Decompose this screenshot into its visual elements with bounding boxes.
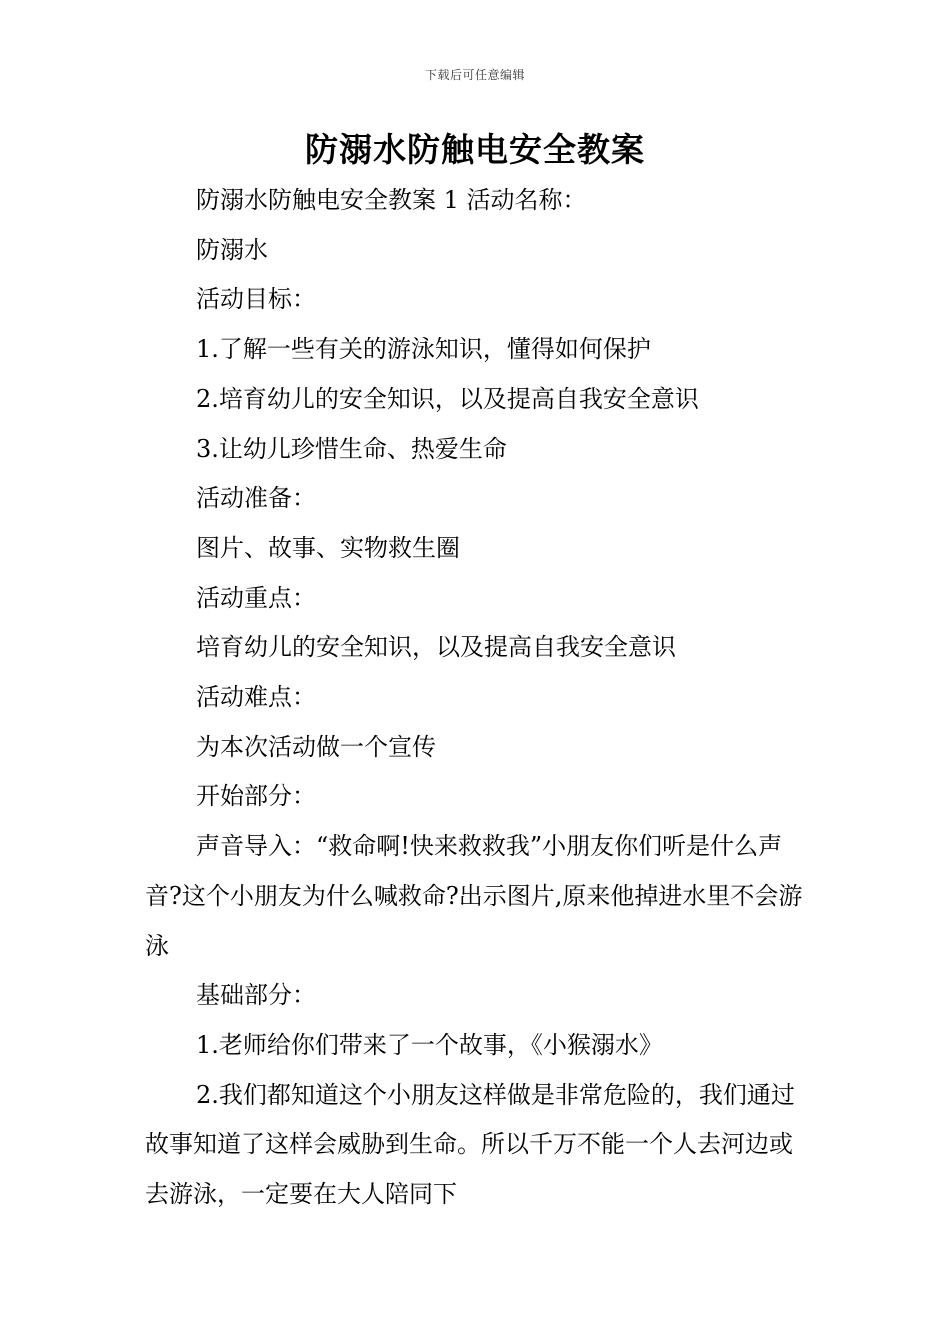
paragraph: 活动准备： bbox=[196, 484, 316, 513]
paragraph: 声音导入：“救命啊!快来救救我”小朋友你们听是什么声音?这个小朋友为什么喊救命?出示图片,原来他掉进水里不会游泳 bbox=[145, 832, 803, 960]
paragraph: 活动难点： bbox=[196, 683, 316, 712]
header-note: 下载后可任意编辑 bbox=[424, 68, 525, 82]
paragraph: 防溺水防触电安全教案 1 活动名称： bbox=[196, 186, 587, 214]
paragraph: 活动目标： bbox=[196, 285, 316, 314]
paragraph: 3.让幼儿珍惜生命、热爱生命 bbox=[196, 434, 507, 463]
paragraph: 2.培育幼儿的安全知识，以及提高自我安全意识 bbox=[196, 384, 699, 413]
paragraph: 为本次活动做一个宣传 bbox=[196, 732, 436, 761]
paragraph: 1.了解一些有关的游泳知识，懂得如何保护 bbox=[196, 335, 651, 364]
paragraph: 活动重点： bbox=[196, 583, 316, 612]
paragraph: 培育幼儿的安全知识，以及提高自我安全意识 bbox=[196, 633, 676, 662]
document-body bbox=[145, 176, 810, 1220]
paragraph: 1.老师给你们带来了一个故事，《小猴溺水》 bbox=[196, 1030, 663, 1059]
paragraph: 开始部分： bbox=[196, 782, 316, 811]
paragraph: 基础部分： bbox=[196, 981, 316, 1010]
paragraph: 防溺水 bbox=[196, 235, 268, 264]
paragraph: 2.我们都知道这个小朋友这样做是非常危险的，我们通过故事知道了这样会威胁到生命。所以千万不能一个人去河边或去游泳，一定要在大人陪同下 bbox=[145, 1080, 795, 1209]
paragraph: 图片、故事、实物救生圈 bbox=[196, 533, 460, 562]
document-title: 防溺水防触电安全教案 bbox=[305, 130, 645, 169]
